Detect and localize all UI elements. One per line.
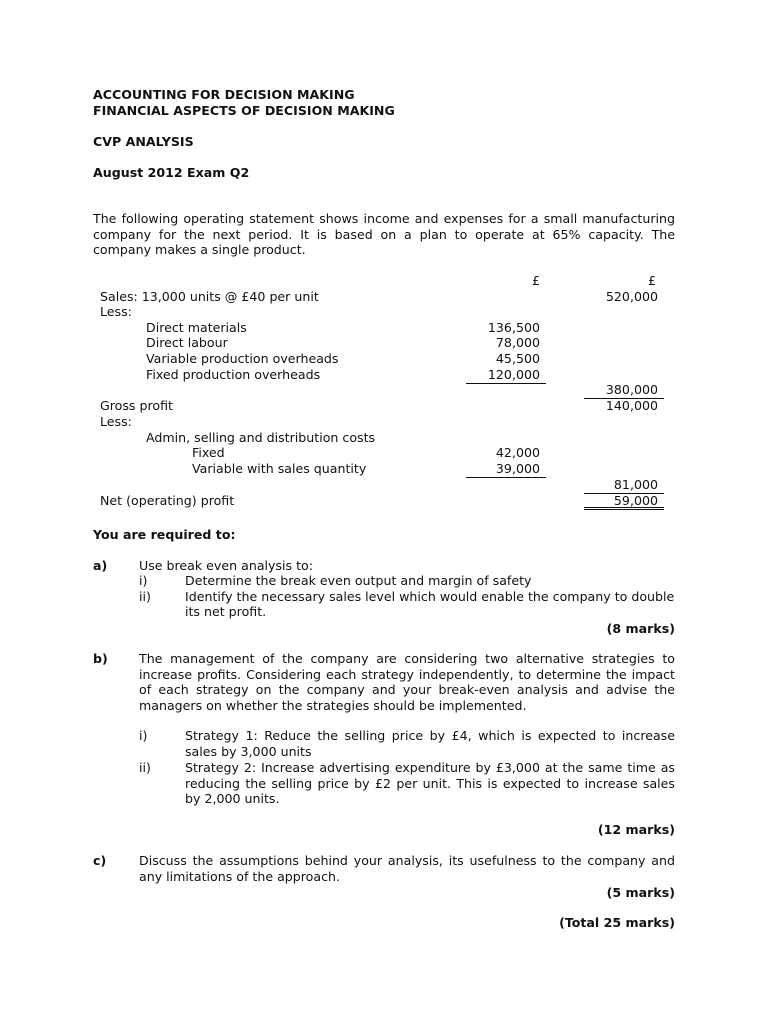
fixed-overheads-label: Fixed production overheads [146, 367, 321, 382]
admin-variable-label: Variable with sales quantity [192, 461, 367, 476]
part-c-marks: (5 marks) [606, 885, 675, 900]
less-label: Less: [100, 414, 132, 429]
currency-header-col2: £ [647, 273, 656, 288]
direct-labour-label: Direct labour [146, 335, 228, 350]
part-a-i-label: i) [139, 573, 148, 588]
fixed-overheads-value: 120,000 [466, 367, 546, 384]
direct-materials-label: Direct materials [146, 320, 247, 335]
part-b-ii-label: ii) [139, 760, 151, 775]
part-a-label: a) [93, 558, 108, 573]
sales-value: 520,000 [605, 289, 658, 304]
net-profit-label: Net (operating) profit [100, 493, 235, 508]
admin-fixed-label: Fixed [192, 445, 225, 460]
admin-fixed-value: 42,000 [495, 445, 540, 460]
total-costs-value: 380,000 [584, 382, 664, 399]
part-a-marks: (8 marks) [606, 621, 675, 636]
gross-profit-label: Gross profit [100, 398, 173, 413]
intro-paragraph: The following operating statement shows income and expenses for a small manufacturing company for the next period. It is based on a plan to operate at 65% capacity. The company makes a single product. [93, 211, 675, 257]
exam-reference: August 2012 Exam Q2 [93, 165, 250, 180]
part-a-ii-text-continued: its net profit. [185, 604, 267, 619]
variable-overheads-value: 45,500 [495, 351, 540, 366]
admin-variable-value: 39,000 [466, 461, 546, 478]
part-a-ii-text: Identify the necessary sales level which would enable the company to double [185, 589, 675, 604]
part-b-marks: (12 marks) [597, 822, 675, 837]
part-a-text: Use break even analysis to: [139, 558, 314, 573]
part-b-text: The management of the company are considering two alternative strategies to increase profits. Considering each strategy independently, to determine the impact of each strategy on the company and your break-even analysis and advise the managers on whether the strategies should be implemented. [139, 651, 675, 713]
less-label: Less: [100, 304, 132, 319]
direct-labour-value: 78,000 [495, 335, 540, 350]
part-b-label: b) [93, 651, 108, 666]
total-marks: (Total 25 marks) [559, 915, 675, 930]
direct-materials-value: 136,500 [487, 320, 540, 335]
currency-header-col1: £ [531, 273, 540, 288]
net-profit-value: 59,000 [584, 493, 664, 510]
gross-profit-value: 140,000 [605, 398, 658, 413]
part-b-i-text: Strategy 1: Reduce the selling price by £4, which is expected to increase sales by 3,000 units [185, 728, 675, 759]
total-admin-value: 81,000 [584, 477, 664, 494]
part-b-ii-text: Strategy 2: Increase advertising expenditure by £3,000 at the same time as reducing the selling price by £2 per unit. This is expected to increase sales by 2,000 units. [185, 760, 675, 806]
module-title: FINANCIAL ASPECTS OF DECISION MAKING [93, 103, 395, 118]
sales-label: Sales: 13,000 units @ £40 per unit [100, 289, 319, 304]
variable-overheads-label: Variable production overheads [146, 351, 339, 366]
part-c-label: c) [93, 853, 107, 868]
part-a-i-text: Determine the break even output and margin of safety [185, 573, 532, 588]
course-title: ACCOUNTING FOR DECISION MAKING [93, 87, 355, 102]
part-a-ii-label: ii) [139, 589, 151, 604]
required-heading: You are required to: [93, 527, 236, 542]
admin-costs-label: Admin, selling and distribution costs [146, 430, 376, 445]
topic-title: CVP ANALYSIS [93, 134, 194, 149]
part-c-text: Discuss the assumptions behind your analysis, its usefulness to the company and any limitations of the approach. [139, 853, 675, 884]
part-b-i-label: i) [139, 728, 148, 743]
